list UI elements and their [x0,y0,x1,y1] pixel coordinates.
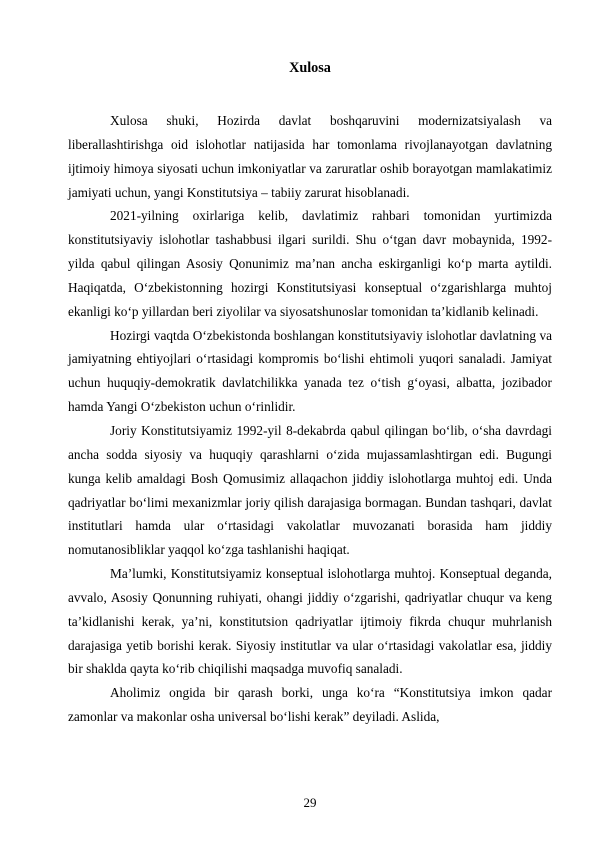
paragraph-1: Xulosa shuki, Hozirda davlat boshqaruvini modernizatsiyalash va liberallashtirishga oid islohotlar natijasida har tomonlama rivojlanayotgan davlatning ijtimoiy himoya siyosati uchun imkoniyatlar va zaruratlar oshib borayotgan mamlakatimiz jamiyati uchun, yangi Konstitutsiya – tabiiy zarurat hisoblanadi. [68,113,552,200]
page-number: 29 [303,795,317,810]
paragraph-5: Ma’lumki, Konstitutsiyamiz konseptual islohotlarga muhtoj. Konseptual deganda, avvalo, Asosiy Qonunning ruhiyati, ohangi jiddiy o‘zgarishi, qadriyatlar chuqur va keng ta’kidlanishi kerak, ya’ni, konstitutsion qadriyatlar ijtimoiy fikrda chuqur muhrlanish darajasiga yetib borishi kerak. Siyosiy institutlar va ular o‘rtasidagi vakolatlar esa, jiddiy bir shaklda qayta ko‘rib chiqilishi maqsadga muvofiq sanaladi. [68,566,552,677]
page-title: Xulosa [289,60,331,76]
paragraph-4: Joriy Konstitutsiyamiz 1992-yil 8-dekabrda qabul qilingan bo‘lib, o‘sha davrdagi ancha sodda siyosiy va huquqiy qarashlarni o‘zida mujassamlashtirgan edi. Bugungi kunga kelib amaldagi Bosh Qomusimiz allaqachon jiddiy islohotlarga muhtoj edi. Unda qadriyatlar bo‘limi mexanizmlar joriy qilish darajasiga bormagan. Bundan tashqari, davlat institutlari hamda ular o‘rtasidagi vakolatlar muvozanati borasida ham jiddiy nomutanosibliklar yaqqol ko‘zga tashlanishi haqiqat. [68,422,552,558]
paragraph-3: Hozirgi vaqtda O‘zbekistonda boshlangan konstitutsiyaviy islohotlar davlatning va jamiyatning ehtiyojlari o‘rtasidagi kompromis bo‘lishi ehtimoli yuqori sanaladi. Jamiyat uchun huquqiy-demokratik davlatchilikka yanada tez o‘tish g‘oyasi, albatta, jozibador hamda Yangi O‘zbekiston uchun o‘rinlidir. [68,327,552,415]
body-text [68,109,552,729]
paragraph-2: 2021-yilning oxirlariga kelib, davlatimiz rahbari tomonidan yurtimizda konstitutsiyaviy islohotlar tashabbusi ilgari surildi. Shu o‘tgan davr mobaynida, 1992-yilda qabul qilingan Asosiy Qonunimiz ma’nan ancha eskirganligi ko‘p marta aytildi. Haqiqatda, O‘zbekistonning hozirgi Konstitutsiyasi konseptual o‘zgarishlarga muhtoj ekanligi ko‘p yillardan beri ziyolilar va siyosatshunoslar tomonidan ta’kidlanib kelinadi. [68,208,552,319]
paragraph-6: Aholimiz ongida bir qarash borki, unga ko‘ra “Konstitutsiya imkon qadar zamonlar va makonlar osha universal bo‘lishi kerak” deyiladi. Aslida, [68,685,552,725]
